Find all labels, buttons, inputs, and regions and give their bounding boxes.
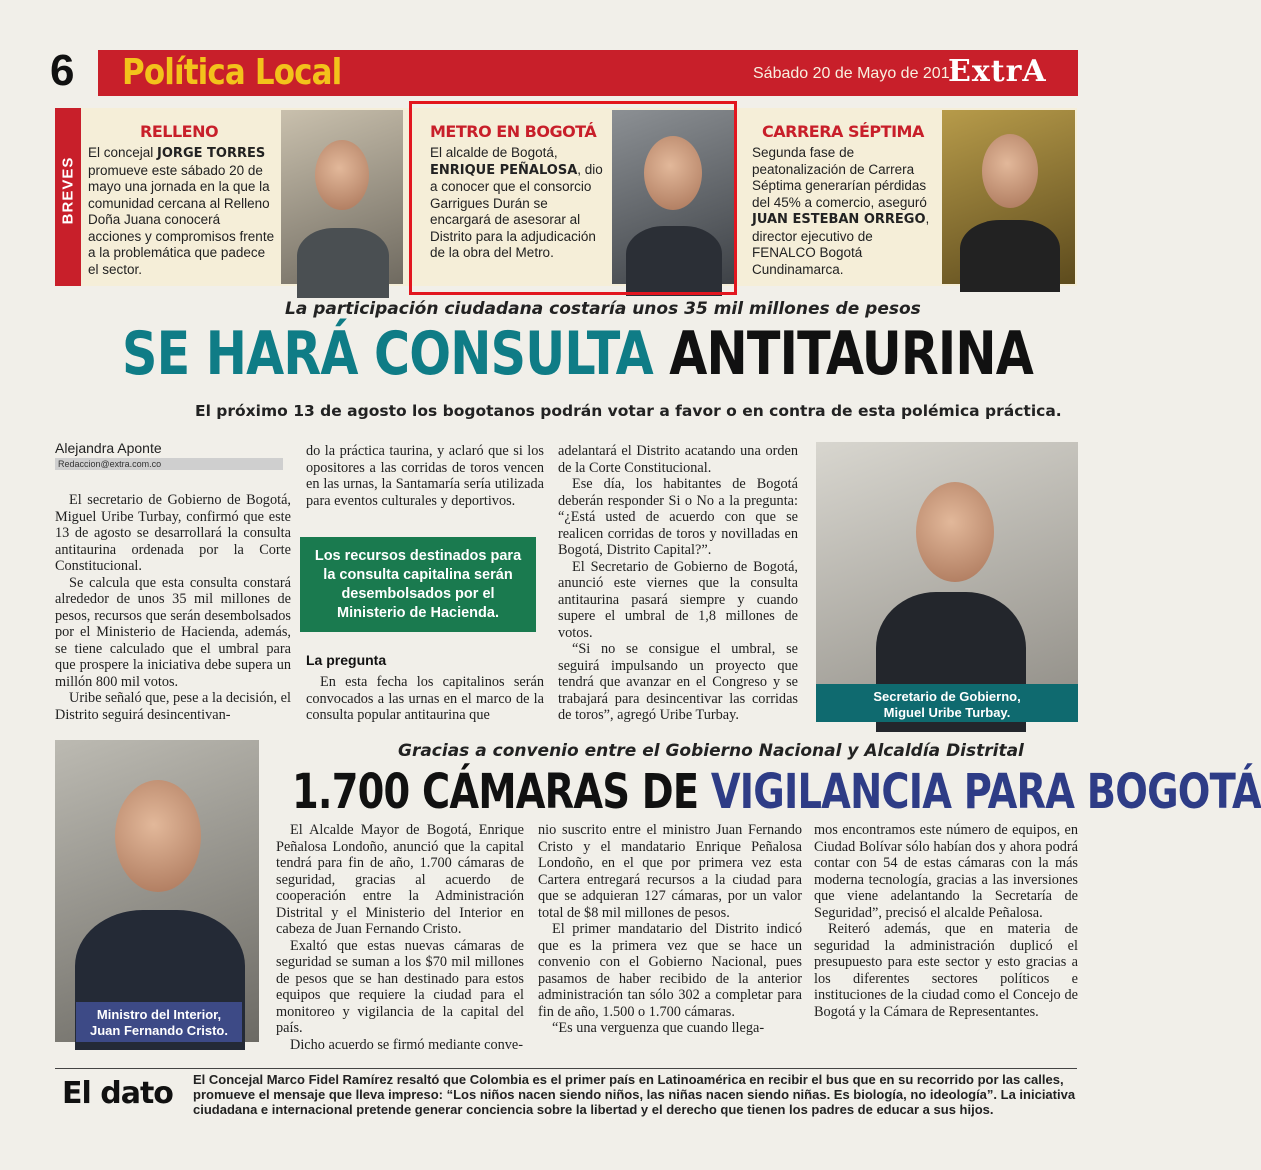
breve-body-relleno: El concejal JORGE TORRES promueve este sábado 20 de mayo una jornada en la que la comunidad cercana al Relleno Doña Juana conocerá acciones y compromisos frente a la problemática que padece el sector. xyxy=(88,145,275,277)
story2-column-3: mos encontramos este número de equipos, en Ciudad Bolívar sólo habían dos y ahora podrá contar con 54 de estas cámaras con la más moderna tecnología, gracias a las inversiones que viene adelantando la Secretaría de Seguridad”, precisó el alcalde Peñalosa. Reiteró además, que en materia de seguridad la administración duplicó el presupuesto para este sector y esto gracias a los diferentes sectores políticos e instituciones de la ciudad como el Concejo de Bogotá y la Cámara de Representantes. xyxy=(814,822,1078,1020)
story2-column-1: El Alcalde Mayor de Bogotá, Enrique Peñalosa Londoño, anunció que la capital tendrá para fin de año, 1.700 cámaras de seguridad, gracias al acuerdo de cooperación entre la Administración Distrital y el Ministerio del Interior en cabeza de Juan Fernando Cristo. Exaltó que estas nuevas cámaras de seguridad se suman a los $70 mil millones de pesos que se han destinado para estos equipos que requiere la ciudad para el monitoreo y vigilancia de la capital del país. Dicho acuerdo se firmó mediante conve- xyxy=(276,822,524,1053)
story1-column-2-top: do la práctica taurina, y aclaró que si los opositores a las corridas de toros vencen en las urnas, la Santamaría sería utilizada para eventos culturales y deportivos. xyxy=(306,443,544,509)
author-name: Alejandra Aponte xyxy=(55,440,162,456)
breve-name: JUAN ESTEBAN ORREGO xyxy=(752,212,926,227)
section-title: Política Local xyxy=(122,52,342,93)
el-dato-text: El Concejal Marco Fidel Ramírez resaltó que Colombia es el primer país en Latinoamérica en recibir el bus que en su recorrido por las calles, promueve el mensaje que lleva impreso: “Los niños nacen siendo niños, las niñas nacen siendo niñas. Es biología, no ideología”. La iniciativa ciudadana e internacional pretende generar conciencia sobre la libertad y el derecho que tienen los padres de educar a sus hijos. xyxy=(193,1072,1076,1117)
story1-column-3: adelantará el Distrito acatando una orden de la Corte Constitucional. Ese día, los habitantes de Bogotá deberán responder Si o No a la pregunta: “¿Está usted de acuerdo con que se realicen corridas de toros y novilladas en Bogotá, Distrito Capital?”. El Secretario de Gobierno de Bogotá, anunció este viernes que la consulta antitaurina pasará siempre y cuando supere el umbral de 1,8 millones de votos. “Si no se consigue el umbral, se seguirá impulsando un proyecto que tendrá que avanzar en el Congreso y se trabajará para desincentivar las corridas de toros”, agregó Uribe Turbay. xyxy=(558,443,798,723)
breve-title-metro: METRO EN BOGOTÁ xyxy=(430,122,597,141)
highlight-frame xyxy=(409,101,737,295)
breve-name: JORGE TORRES xyxy=(157,146,266,161)
issue-date: Sábado 20 de Mayo de 2017 xyxy=(753,65,959,82)
story2-column-2: nio suscrito entre el ministro Juan Fernando Cristo y el mandatario Enrique Peñalosa Londoño, en el que por primera vez esta Cartera entregará recursos a la ciudad para que se adquieran 127 cámaras, por un valor total de $8 mil millones de pesos. El primer mandatario del Distrito indicó que es la primera vez que se hace un convenio con el Gobierno Nacional, pues pasamos de haber recibido de la anterior administración tan sólo 302 a completar para fin de año, 1.500 o 1.700 cámaras. “Es una verguenza que cuando llega- xyxy=(538,822,802,1036)
story1-column-2-bottom: En esta fecha los capitalinos serán convocados a las urnas en el marco de la consulta popular antitaurina que xyxy=(306,674,544,723)
photo-caption-cristo: Ministro del Interior, Juan Fernando Cristo. xyxy=(76,1002,242,1042)
el-dato-divider xyxy=(55,1068,1077,1069)
story2-kicker: Gracias a convenio entre el Gobierno Nacional y Alcaldía Distrital xyxy=(398,741,1024,761)
page-number: 6 xyxy=(50,46,75,95)
el-dato-label: El dato xyxy=(62,1076,173,1111)
story1-column-1: El secretario de Gobierno de Bogotá, Miguel Uribe Turbay, confirmó que este 13 de agosto se desarrollará la consulta antitaurina ordenada por la Corte Constitucional. Se calcula que esta consulta constará alrededor de unos 35 mil millones de pesos, recursos que serán desembolsados por el Ministerio de Hacienda, además, se tiene calculado que el umbral para que prospere la iniciativa debe supera un millón 800 mil votos. Uribe señaló que, pese a la decisión, el Distrito seguirá desincentivan- xyxy=(55,492,291,723)
story1-headline xyxy=(122,319,1034,389)
breve-name: ENRIQUE PEÑALOSA xyxy=(430,162,578,178)
story1-kicker: La participación ciudadana costaría unos 35 mil millones de pesos xyxy=(285,299,921,319)
photo-jorge-torres xyxy=(281,110,403,284)
section-header-bar xyxy=(98,50,1078,96)
photo-juan-fernando-cristo xyxy=(55,740,259,1042)
newspaper-logo: ExtrA xyxy=(948,54,1047,89)
headline-part-1: 1.700 CÁMARAS DE xyxy=(292,764,699,820)
photo-caption-uribe: Secretario de Gobierno, Miguel Uribe Turbay. xyxy=(816,684,1078,722)
breves-tab xyxy=(55,108,81,286)
headline-part-2: VIGILANCIA PARA BOGOTÁ xyxy=(710,764,1261,820)
author-email[interactable]: Redaccion@extra.com.co xyxy=(55,458,283,470)
breves-label: BREVES xyxy=(59,156,77,225)
photo-juan-esteban-orrego xyxy=(942,110,1075,284)
breve-body-metro: El alcalde de Bogotá, ENRIQUE PEÑALOSA, dio a conocer que el consorcio Garrigues Durán se encargará de asesorar al Distrito para la adjudicación de la obra del Metro. xyxy=(430,145,603,260)
story1-subhead: El próximo 13 de agosto los bogotanos podrán votar a favor o en contra de esta polémica práctica. xyxy=(195,402,1062,420)
story2-headline xyxy=(292,765,1261,819)
breve-title-carrera: CARRERA SÉPTIMA xyxy=(762,122,924,141)
pull-quote: Los recursos destinados para la consulta capitalina serán desembolsados por el Ministerio de Hacienda. xyxy=(300,537,536,632)
subtitle-la-pregunta: La pregunta xyxy=(306,652,387,668)
breve-title-relleno: RELLENO xyxy=(140,122,219,141)
headline-part-1: SE HARÁ CONSULTA xyxy=(122,319,653,389)
breve-body-carrera: Segunda fase de peatonalización de Carrera Séptima generarían pérdidas del 45% a comercio, aseguró JUAN ESTEBAN ORREGO, director ejecutivo de FENALCO Bogotá Cundinamarca. xyxy=(752,145,930,277)
headline-part-2: ANTITAURINA xyxy=(669,319,1034,389)
photo-miguel-uribe-turbay xyxy=(816,442,1078,722)
